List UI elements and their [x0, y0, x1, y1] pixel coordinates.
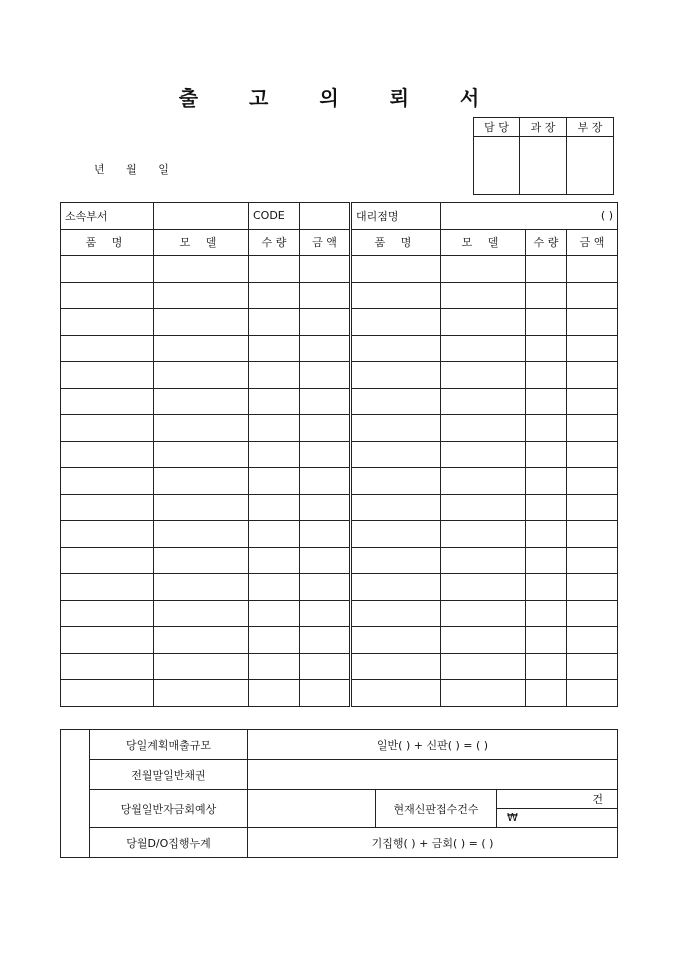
- table-cell[interactable]: [61, 309, 154, 336]
- summary-side-cell: [61, 730, 90, 858]
- table-cell[interactable]: [567, 415, 618, 442]
- table-cell[interactable]: [526, 653, 567, 680]
- table-cell[interactable]: [154, 627, 249, 654]
- col-item-2: 품 명: [351, 229, 441, 256]
- table-cell[interactable]: [351, 468, 441, 495]
- table-cell[interactable]: [526, 388, 567, 415]
- table-cell[interactable]: [351, 335, 441, 362]
- table-cell[interactable]: [154, 574, 249, 601]
- table-cell[interactable]: [300, 309, 351, 336]
- table-cell[interactable]: [154, 309, 249, 336]
- table-cell[interactable]: [300, 441, 351, 468]
- table-cell[interactable]: [567, 521, 618, 548]
- table-cell[interactable]: [567, 494, 618, 521]
- table-cell[interactable]: [441, 309, 526, 336]
- table-cell[interactable]: [300, 600, 351, 627]
- table-cell[interactable]: [567, 282, 618, 309]
- table-row: [61, 627, 618, 654]
- table-row: [61, 600, 618, 627]
- table-cell[interactable]: [154, 388, 249, 415]
- table-cell[interactable]: [61, 574, 154, 601]
- table-cell[interactable]: [526, 494, 567, 521]
- header-row: [61, 229, 618, 256]
- col-qty: 수 량: [249, 229, 300, 256]
- table-cell[interactable]: [300, 521, 351, 548]
- table-cell[interactable]: [249, 335, 300, 362]
- table-cell[interactable]: [567, 441, 618, 468]
- table-cell[interactable]: [154, 547, 249, 574]
- table-cell[interactable]: [567, 680, 618, 707]
- table-cell[interactable]: [300, 653, 351, 680]
- table-cell[interactable]: [526, 600, 567, 627]
- table-row: [61, 282, 618, 309]
- table-cell[interactable]: [249, 388, 300, 415]
- table-cell[interactable]: [351, 388, 441, 415]
- table-cell[interactable]: [154, 415, 249, 442]
- table-cell[interactable]: [61, 653, 154, 680]
- credit-count-label: 현재신판접수건수: [376, 790, 497, 828]
- table-cell[interactable]: [567, 627, 618, 654]
- table-cell[interactable]: [441, 600, 526, 627]
- table-cell[interactable]: [61, 282, 154, 309]
- table-cell[interactable]: [441, 547, 526, 574]
- table-cell[interactable]: [249, 653, 300, 680]
- table-cell[interactable]: [154, 653, 249, 680]
- table-cell[interactable]: [567, 468, 618, 495]
- table-cell[interactable]: [249, 627, 300, 654]
- col-model: 모 델: [154, 229, 249, 256]
- won-mark: ₩: [507, 811, 518, 825]
- do-cumulative-field[interactable]: 기집행( ) + 금회( ) = ( ): [248, 828, 618, 858]
- table-cell[interactable]: [154, 335, 249, 362]
- table-cell[interactable]: [300, 680, 351, 707]
- table-cell[interactable]: [300, 627, 351, 654]
- approval-box: [473, 117, 614, 195]
- col-model-2: 모 델: [441, 229, 526, 256]
- table-cell[interactable]: [249, 600, 300, 627]
- table-cell[interactable]: [61, 335, 154, 362]
- table-cell[interactable]: [441, 282, 526, 309]
- table-cell[interactable]: [154, 494, 249, 521]
- table-cell[interactable]: [249, 468, 300, 495]
- table-cell[interactable]: [567, 547, 618, 574]
- table-cell[interactable]: [61, 521, 154, 548]
- approval-header-staff: 담 당: [474, 118, 520, 137]
- table-cell[interactable]: [441, 441, 526, 468]
- agency-field[interactable]: ( ): [441, 203, 618, 230]
- table-cell[interactable]: [441, 494, 526, 521]
- table-cell[interactable]: [351, 415, 441, 442]
- table-cell[interactable]: [154, 256, 249, 283]
- table-cell[interactable]: [300, 574, 351, 601]
- table-cell[interactable]: [249, 362, 300, 389]
- plan-sales-field[interactable]: 일반( ) + 신판( ) = ( ): [248, 730, 618, 760]
- table-cell[interactable]: [526, 415, 567, 442]
- table-row: [61, 468, 618, 495]
- table-cell[interactable]: [526, 441, 567, 468]
- table-cell[interactable]: [526, 574, 567, 601]
- dept-label: 소속부서: [61, 203, 154, 230]
- approval-sign-manager[interactable]: [520, 137, 567, 195]
- col-amount: 금 액: [300, 229, 351, 256]
- table-cell[interactable]: [526, 256, 567, 283]
- collection-forecast-field[interactable]: [248, 790, 376, 828]
- do-cumulative-label: 당월D/O집행누계: [90, 828, 248, 858]
- table-cell[interactable]: [526, 627, 567, 654]
- table-row: [61, 309, 618, 336]
- table-cell[interactable]: [351, 521, 441, 548]
- item-table: [60, 202, 618, 707]
- table-cell[interactable]: [526, 468, 567, 495]
- table-cell[interactable]: [249, 256, 300, 283]
- approval-sign-director[interactable]: [567, 137, 614, 195]
- col-amount-2: 금 액: [567, 229, 618, 256]
- table-cell[interactable]: [300, 468, 351, 495]
- table-row: [61, 415, 618, 442]
- table-cell[interactable]: [526, 680, 567, 707]
- table-row: [61, 335, 618, 362]
- table-cell[interactable]: [567, 600, 618, 627]
- plan-sales-label: 당일계획매출규모: [90, 730, 248, 760]
- table-cell[interactable]: [300, 494, 351, 521]
- code-field[interactable]: [300, 203, 351, 230]
- table-cell[interactable]: [526, 335, 567, 362]
- table-cell[interactable]: [300, 335, 351, 362]
- table-cell[interactable]: [351, 256, 441, 283]
- table-cell[interactable]: [154, 680, 249, 707]
- table-cell[interactable]: [154, 441, 249, 468]
- table-cell[interactable]: [526, 547, 567, 574]
- table-cell[interactable]: [351, 309, 441, 336]
- table-cell[interactable]: [249, 282, 300, 309]
- table-cell[interactable]: [300, 282, 351, 309]
- table-row: [61, 521, 618, 548]
- table-cell[interactable]: [441, 521, 526, 548]
- table-cell[interactable]: [61, 362, 154, 389]
- table-cell[interactable]: [61, 680, 154, 707]
- table-cell[interactable]: [441, 468, 526, 495]
- table-cell[interactable]: [61, 627, 154, 654]
- table-cell[interactable]: [61, 600, 154, 627]
- table-cell[interactable]: [441, 335, 526, 362]
- table-cell[interactable]: [351, 362, 441, 389]
- table-cell[interactable]: [441, 362, 526, 389]
- table-cell[interactable]: [351, 600, 441, 627]
- table-cell[interactable]: [441, 388, 526, 415]
- table-cell[interactable]: [249, 415, 300, 442]
- table-cell[interactable]: [526, 309, 567, 336]
- table-cell[interactable]: [351, 494, 441, 521]
- table-cell[interactable]: [351, 547, 441, 574]
- table-cell[interactable]: [351, 653, 441, 680]
- approval-header-manager: 과 장: [520, 118, 567, 137]
- agency-label: 대리점명: [351, 203, 441, 230]
- table-row: [61, 680, 618, 707]
- credit-count-unit: 건: [497, 790, 617, 809]
- table-cell[interactable]: [249, 441, 300, 468]
- approval-header-director: 부 장: [567, 118, 614, 137]
- table-cell[interactable]: [154, 468, 249, 495]
- table-cell[interactable]: [61, 256, 154, 283]
- prev-receivable-label: 전월말일반채권: [90, 760, 248, 790]
- col-item: 품 명: [61, 229, 154, 256]
- table-cell[interactable]: [526, 282, 567, 309]
- table-cell[interactable]: [300, 388, 351, 415]
- info-row: [61, 203, 618, 230]
- table-cell[interactable]: [526, 362, 567, 389]
- table-cell[interactable]: [249, 680, 300, 707]
- table-cell[interactable]: [567, 653, 618, 680]
- item-rows: [61, 256, 618, 707]
- table-row: [61, 494, 618, 521]
- prev-receivable-field[interactable]: [248, 760, 618, 790]
- table-cell[interactable]: [249, 309, 300, 336]
- code-label: CODE: [249, 203, 300, 230]
- table-cell[interactable]: [441, 627, 526, 654]
- page-title: 출 고 의 뢰 서: [178, 86, 502, 110]
- approval-sign-staff[interactable]: [474, 137, 520, 195]
- table-cell[interactable]: [61, 547, 154, 574]
- table-cell[interactable]: [300, 256, 351, 283]
- table-cell[interactable]: [441, 574, 526, 601]
- table-cell[interactable]: [441, 415, 526, 442]
- table-cell[interactable]: [300, 547, 351, 574]
- table-cell[interactable]: [441, 256, 526, 283]
- table-row: [61, 388, 618, 415]
- table-cell[interactable]: [526, 521, 567, 548]
- summary-table: [60, 729, 618, 858]
- table-row: [61, 574, 618, 601]
- table-cell[interactable]: [351, 282, 441, 309]
- table-cell[interactable]: [154, 600, 249, 627]
- table-cell[interactable]: [351, 441, 441, 468]
- table-cell[interactable]: [567, 362, 618, 389]
- table-cell[interactable]: [300, 362, 351, 389]
- table-cell[interactable]: [61, 494, 154, 521]
- table-cell[interactable]: [351, 627, 441, 654]
- table-row: [61, 441, 618, 468]
- table-cell[interactable]: [351, 574, 441, 601]
- table-cell[interactable]: [567, 388, 618, 415]
- table-row: [61, 547, 618, 574]
- collection-forecast-label: 당월일반자금회예상: [90, 790, 248, 828]
- table-cell[interactable]: [567, 335, 618, 362]
- table-cell[interactable]: [441, 653, 526, 680]
- table-cell[interactable]: [154, 282, 249, 309]
- table-cell[interactable]: [154, 362, 249, 389]
- table-cell[interactable]: [61, 415, 154, 442]
- table-cell[interactable]: [300, 415, 351, 442]
- table-cell[interactable]: [441, 680, 526, 707]
- table-cell[interactable]: [249, 521, 300, 548]
- table-cell[interactable]: [61, 388, 154, 415]
- dept-field[interactable]: [154, 203, 249, 230]
- table-cell[interactable]: [567, 309, 618, 336]
- table-cell[interactable]: [249, 547, 300, 574]
- table-cell[interactable]: [351, 680, 441, 707]
- table-cell[interactable]: [249, 494, 300, 521]
- table-row: [61, 653, 618, 680]
- table-cell[interactable]: [61, 468, 154, 495]
- table-cell[interactable]: [61, 441, 154, 468]
- table-cell[interactable]: [567, 574, 618, 601]
- table-cell[interactable]: [154, 521, 249, 548]
- table-row: [61, 256, 618, 283]
- credit-count-field[interactable]: [497, 790, 618, 828]
- table-cell[interactable]: [567, 256, 618, 283]
- date-line: 년 월 일: [94, 163, 169, 176]
- table-row: [61, 362, 618, 389]
- col-qty-2: 수 량: [526, 229, 567, 256]
- table-cell[interactable]: [249, 574, 300, 601]
